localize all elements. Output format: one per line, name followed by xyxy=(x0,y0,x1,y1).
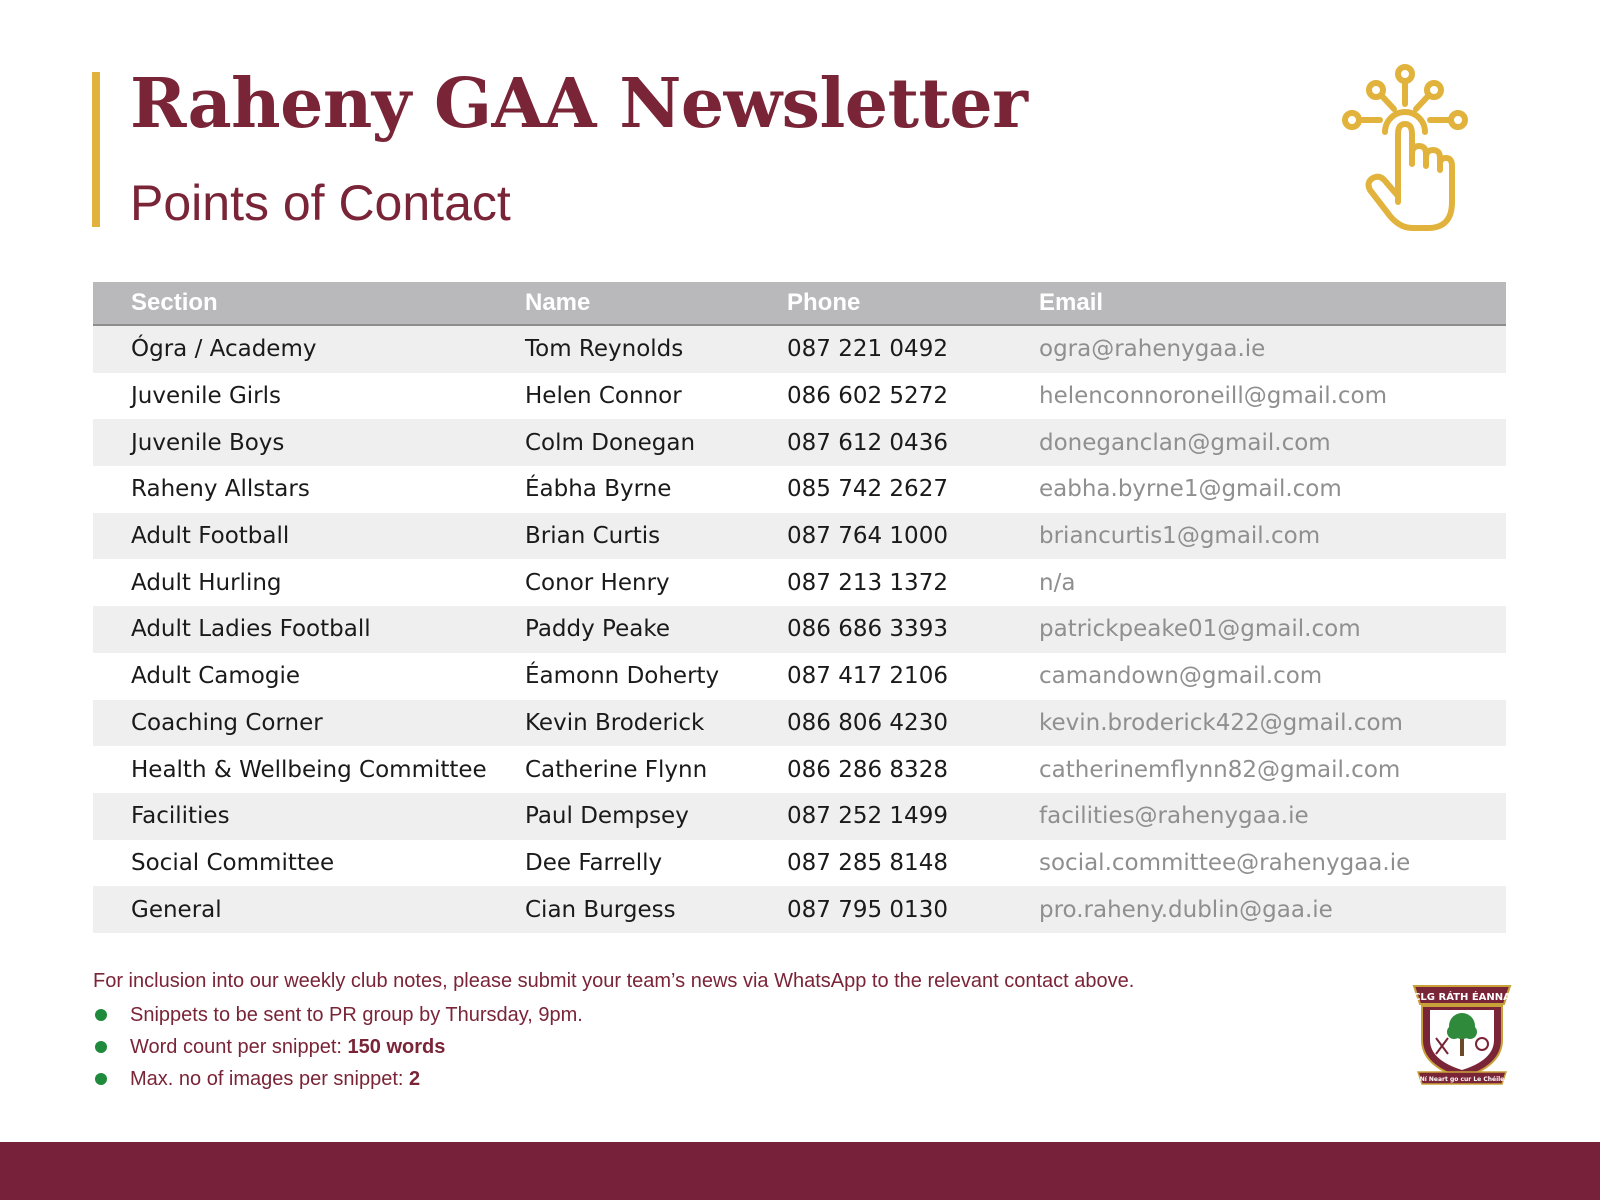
cell-phone: 086 602 5272 xyxy=(787,383,948,410)
cell-section: Coaching Corner xyxy=(93,700,525,747)
cell-name: Conor Henry xyxy=(525,569,670,596)
cell-section: Adult Football xyxy=(93,513,525,560)
cell-section: Ógra / Academy xyxy=(93,325,525,373)
contacts-table xyxy=(93,282,1506,933)
cell-name: Catherine Flynn xyxy=(525,756,708,783)
cell-name: Éabha Byrne xyxy=(525,476,672,503)
bullet-text: Snippets to be sent to PR group by Thursday, 9pm. xyxy=(130,1004,583,1026)
notes-bullet xyxy=(93,1005,1393,1037)
column-header-email: Email xyxy=(1039,282,1506,325)
cell-phone: 087 285 8148 xyxy=(787,849,948,876)
cell-email: catherinemflynn82@gmail.com xyxy=(1039,756,1401,783)
cell-email: ogra@rahenygaa.ie xyxy=(1039,325,1506,373)
cell-name: Tom Reynolds xyxy=(525,325,787,373)
cell-email: facilities@rahenygaa.ie xyxy=(1039,793,1506,840)
table-row xyxy=(93,793,1506,840)
table-row xyxy=(93,325,1506,373)
cell-email: n/a xyxy=(1039,569,1076,596)
cell-name: Helen Connor xyxy=(525,383,682,410)
table-row xyxy=(93,886,1506,933)
table-row xyxy=(93,840,1506,887)
cell-section: Adult Camogie xyxy=(131,663,300,690)
cell-email: camandown@gmail.com xyxy=(1039,663,1323,690)
table-row xyxy=(93,513,1506,560)
table-row xyxy=(93,653,1506,700)
notes-bullet-list xyxy=(93,1005,1393,1101)
cell-name: Colm Donegan xyxy=(525,419,787,466)
cell-section: Adult Ladies Football xyxy=(93,606,525,653)
footer-band xyxy=(0,1142,1600,1200)
cell-name: Paul Dempsey xyxy=(525,793,787,840)
cell-email: pro.raheny.dublin@gaa.ie xyxy=(1039,886,1506,933)
page-subtitle: Points of Contact xyxy=(130,175,511,231)
cell-email: patrickpeake01@gmail.com xyxy=(1039,606,1506,653)
table-header-row xyxy=(93,282,1506,325)
bullet-text: Max. no of images per snippet: xyxy=(130,1068,410,1090)
table-row xyxy=(93,746,1506,793)
cell-phone: 087 252 1499 xyxy=(787,793,1039,840)
cell-section: Raheny Allstars xyxy=(131,476,310,503)
cell-email: social.committee@rahenygaa.ie xyxy=(1039,849,1411,876)
table-row xyxy=(93,466,1506,513)
cell-name: Brian Curtis xyxy=(525,513,787,560)
table-row xyxy=(93,373,1506,420)
submission-notes xyxy=(93,970,1393,1101)
green-bullet-icon xyxy=(95,1009,107,1021)
cell-section: Facilities xyxy=(93,793,525,840)
cell-section: Juvenile Girls xyxy=(131,383,281,410)
cell-name: Paddy Peake xyxy=(525,606,787,653)
bullet-bold-value: 150 words xyxy=(347,1036,446,1058)
notes-bullet xyxy=(93,1069,1393,1101)
cell-section: Health & Wellbeing Committee xyxy=(131,756,487,783)
table-row xyxy=(93,606,1506,653)
notes-bullet xyxy=(93,1037,1393,1069)
cell-name: Éamonn Doherty xyxy=(525,663,720,690)
cell-section: Adult Hurling xyxy=(131,569,282,596)
title-accent-bar xyxy=(92,72,100,227)
cell-section: General xyxy=(93,886,525,933)
cell-phone: 087 213 1372 xyxy=(787,569,948,596)
touch-hand-icon xyxy=(1340,62,1470,234)
cell-phone: 086 686 3393 xyxy=(787,606,1039,653)
crest-top-text: CLG RÁTH ÉANNA xyxy=(1413,992,1511,1003)
crest-motto-text: Ní Neart go cur Le Chéile xyxy=(1419,1076,1505,1083)
cell-name: Kevin Broderick xyxy=(525,700,787,747)
cell-phone: 085 742 2627 xyxy=(787,476,948,503)
table-row xyxy=(93,700,1506,747)
green-bullet-icon xyxy=(95,1041,107,1053)
column-header-name: Name xyxy=(525,282,787,325)
bullet-bold-value: 2 xyxy=(409,1068,421,1090)
green-bullet-icon xyxy=(95,1073,107,1085)
newsletter-title: Raheny GAA Newsletter xyxy=(130,64,1028,144)
notes-intro: For inclusion into our weekly club notes, please submit your team’s news via WhatsApp to the relevant contact above. xyxy=(93,970,1135,992)
cell-section: Juvenile Boys xyxy=(93,419,525,466)
cell-phone: 087 221 0492 xyxy=(787,325,1039,373)
cell-email: helenconnoroneill@gmail.com xyxy=(1039,383,1388,410)
column-header-section: Section xyxy=(93,282,525,325)
cell-phone: 087 417 2106 xyxy=(787,663,948,690)
bullet-text: Word count per snippet: xyxy=(130,1036,348,1058)
cell-phone: 086 806 4230 xyxy=(787,700,1039,747)
cell-section: Social Committee xyxy=(131,849,335,876)
cell-phone: 087 612 0436 xyxy=(787,419,1039,466)
cell-email: eabha.byrne1@gmail.com xyxy=(1039,476,1342,503)
cell-email: doneganclan@gmail.com xyxy=(1039,419,1506,466)
club-crest-logo xyxy=(1408,978,1516,1088)
cell-name: Dee Farrelly xyxy=(525,849,663,876)
cell-email: kevin.broderick422@gmail.com xyxy=(1039,700,1506,747)
cell-phone: 087 795 0130 xyxy=(787,886,1039,933)
column-header-phone: Phone xyxy=(787,282,1039,325)
cell-email: briancurtis1@gmail.com xyxy=(1039,513,1506,560)
cell-phone: 086 286 8328 xyxy=(787,756,948,783)
cell-name: Cian Burgess xyxy=(525,886,787,933)
table-row xyxy=(93,559,1506,606)
cell-phone: 087 764 1000 xyxy=(787,513,1039,560)
table-row xyxy=(93,419,1506,466)
